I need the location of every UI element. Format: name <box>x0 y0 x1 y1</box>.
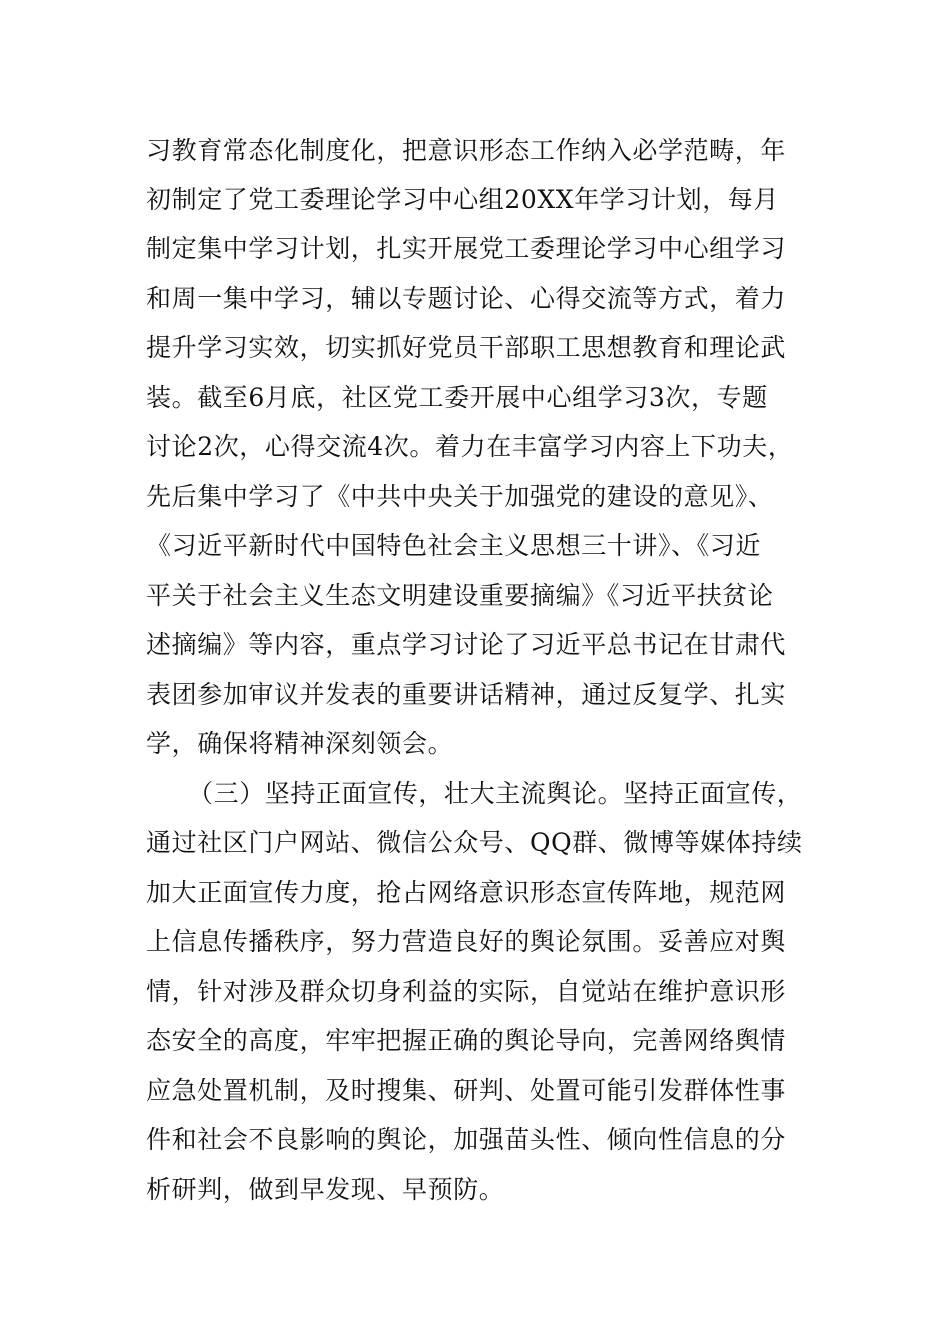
text-line: 制定集中学习计划，扎实开展党工委理论学习中心组学习 <box>146 234 787 263</box>
text-line: 《习近平新时代中国特色社会主义思想三十讲》、《习近 <box>146 531 762 560</box>
text-line: 加大正面宣传力度，抢占网络意识形态宣传阵地，规范网 <box>146 878 787 907</box>
text-line: 情，针对涉及群众切身利益的实际，自觉站在维护意识形 <box>146 977 787 1006</box>
text-line: 先后集中学习了《中共中央关于加强党的建设的意见》、 <box>146 482 774 511</box>
text-line: 初制定了党工委理论学习中心组20XX年学习计划，每月 <box>146 185 780 214</box>
text-line: 析研判，做到早发现、早预防。 <box>146 1175 505 1204</box>
text-line: 态安全的高度，牢牢把握正确的舆论导向，完善网络舆情 <box>146 1026 787 1055</box>
text-line: 讨论2次，心得交流4次。着力在丰富学习内容上下功夫， <box>146 432 794 461</box>
text-line: 通过社区门户网站、微信公众号、QQ群、微博等媒体持续 <box>146 828 803 857</box>
section-heading-line: （三）坚持正面宣传，壮大主流舆论。坚持正面宣传， <box>188 779 803 808</box>
text-line: 提升学习实效，切实抓好党员干部职工思想教育和理论武 <box>146 333 787 362</box>
text-line: 表团参加审议并发表的重要讲话精神，通过反复学、扎实 <box>146 680 787 709</box>
text-line: 学，确保将精神深刻领会。 <box>146 729 454 758</box>
text-line: 件和社会不良影响的舆论，加强苗头性、倾向性信息的分 <box>146 1125 787 1154</box>
text-line: 平关于社会主义生态文明建设重要摘编》《习近平扶贫论 <box>146 581 774 610</box>
text-line: 应急处置机制，及时搜集、研判、处置可能引发群体性事 <box>146 1076 787 1105</box>
text-line: 述摘编》等内容，重点学习讨论了习近平总书记在甘肃代 <box>146 630 787 659</box>
text-line: 和周一集中学习，辅以专题讨论、心得交流等方式，着力 <box>146 284 787 313</box>
text-line: 习教育常态化制度化，把意识形态工作纳入必学范畴，年 <box>146 136 787 165</box>
text-line: 装。截至6月底，社区党工委开展中心组学习3次，专题 <box>146 383 768 412</box>
text-line: 上信息传播秩序，努力营造良好的舆论氛围。妥善应对舆 <box>146 927 787 956</box>
